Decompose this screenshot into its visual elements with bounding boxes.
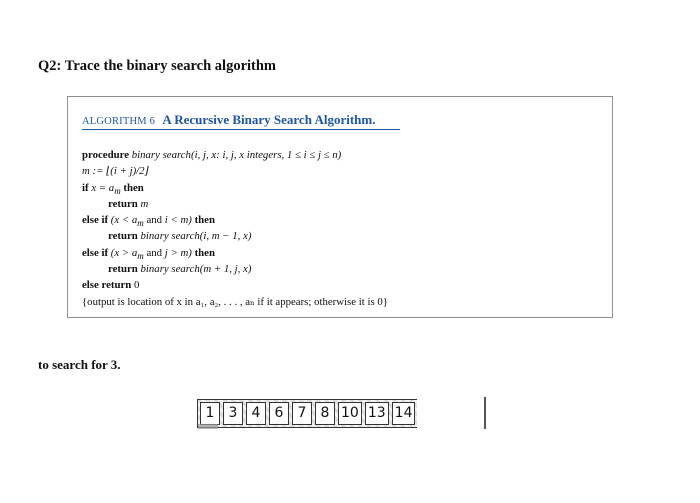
array-cell: 7 — [292, 402, 312, 425]
return-value: 0 — [133, 279, 140, 292]
keyword-return: return — [108, 197, 138, 210]
code-line-9 — [82, 277, 388, 293]
code-line-1 — [82, 147, 388, 163]
return-value: m — [140, 197, 149, 210]
array-cell: 14 — [392, 402, 416, 425]
keyword-else-if: else if — [82, 214, 109, 227]
watermark-tag — [198, 424, 218, 429]
condition: x = a — [91, 181, 115, 194]
keyword-then: then — [123, 181, 144, 194]
array-cell: 6 — [269, 402, 289, 425]
call-args: (i, m − 1, x) — [199, 230, 252, 243]
condition: i < m) — [164, 214, 192, 227]
array-cell: 10 — [338, 402, 362, 425]
code-line-8 — [82, 261, 388, 277]
keyword-else-return: else return — [82, 279, 132, 292]
keyword-and: and — [146, 214, 163, 227]
code-line-7 — [82, 245, 388, 261]
array-cell: 1 — [200, 402, 220, 425]
procedure-params: (i, j, x: i, j, x integers, 1 ≤ i ≤ j ≤ n) — [190, 149, 342, 161]
code-line-5 — [82, 212, 388, 228]
algorithm-title — [82, 112, 376, 128]
keyword-then: then — [194, 214, 215, 227]
algorithm-box — [67, 96, 613, 318]
array-edge — [484, 397, 486, 429]
code-line-4 — [82, 196, 388, 212]
array-cell: 13 — [365, 402, 389, 425]
recursive-call: binary search — [140, 230, 200, 243]
keyword-procedure: procedure — [82, 149, 129, 161]
code-line-10: {output is location of x in a₁, a₂, . . . , aₙ if it appears; otherwise it is 0} — [82, 295, 388, 308]
keyword-then: then — [194, 246, 215, 259]
recursive-call: binary search — [140, 263, 200, 276]
condition: (x < a — [110, 214, 138, 227]
question-heading: Q2: Trace the binary search algorithm — [38, 58, 277, 74]
algorithm-name: A Recursive Binary Search Algorithm. — [162, 112, 376, 127]
array-cell: 4 — [246, 402, 266, 425]
subscript: m — [114, 185, 121, 196]
keyword-return: return — [108, 230, 138, 243]
subscript: m — [137, 218, 144, 229]
subscript: m — [137, 250, 144, 261]
condition: (x > a — [110, 246, 138, 259]
keyword-return: return — [108, 263, 138, 276]
array-cell: 8 — [315, 402, 335, 425]
sorted-array — [197, 399, 417, 428]
array-cell: 3 — [223, 402, 243, 425]
pseudocode — [82, 147, 388, 310]
keyword-if: if — [82, 181, 89, 194]
code-line-6 — [82, 228, 388, 244]
code-line-2: m := ⌊(i + j)/2⌋ — [82, 165, 149, 178]
keyword-else-if: else if — [82, 246, 109, 259]
condition: j > m) — [164, 246, 192, 259]
procedure-name: binary search — [131, 149, 191, 161]
title-underline — [82, 129, 400, 130]
algorithm-number: ALGORITHM 6 — [82, 116, 156, 127]
call-args: (m + 1, j, x) — [199, 263, 252, 276]
instruction-text: to search for 3. — [38, 357, 121, 372]
keyword-and: and — [146, 246, 163, 259]
code-line-3 — [82, 180, 388, 196]
